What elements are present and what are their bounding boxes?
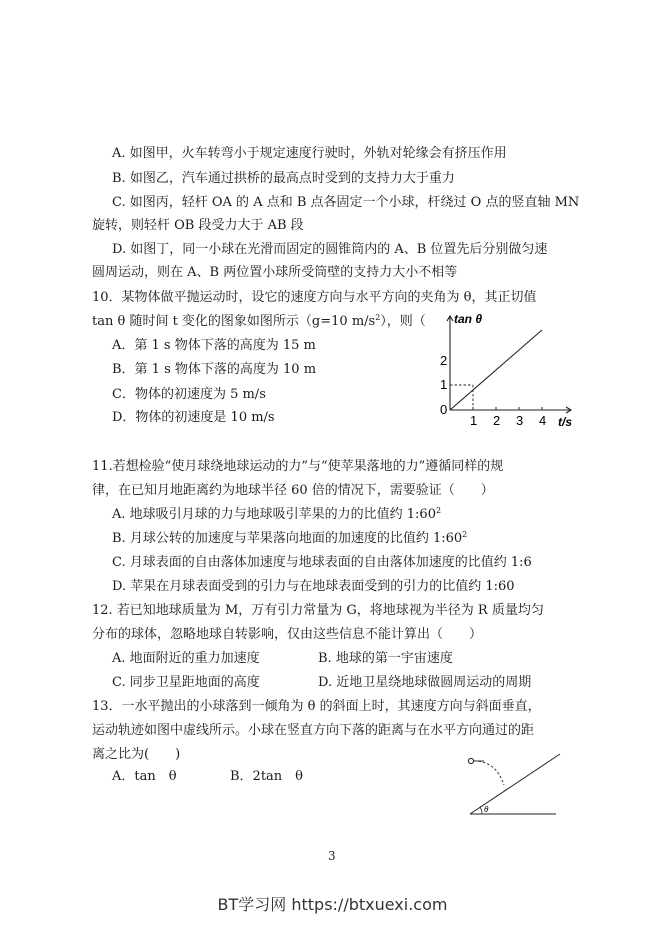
graph-x-tick-label-1: 1	[470, 413, 478, 428]
graph-x-tick-label-3: 3	[516, 413, 524, 428]
trajectory-dashed-curve	[474, 761, 504, 785]
graph-axes	[447, 316, 571, 413]
q12-option-d: D. 近地卫星绕地球做圆周运动的周期	[318, 675, 532, 690]
q10-stem-line1: 10．某物体做平抛运动时，设它的速度方向与水平方向的夹角为 θ，其正切值	[92, 290, 537, 305]
q11-option-b	[112, 530, 467, 548]
q11-option-b-text: B. 月球公转的加速度与苹果落向地面的加速度的比值约 1:60	[112, 531, 463, 546]
q10-stem-line2-text: tan θ 随时间 t 变化的图象如图所示（g=10 m/s	[92, 314, 376, 329]
q10-stem-line2	[92, 313, 426, 331]
q9-option-c-line1: C. 如图丙，轻杆 OA 的 A 点和 B 点各固定一个小球，杆绕过 O 点的竖直轴 MN	[112, 195, 580, 210]
q13-stem-line3: 离之比为( )	[92, 747, 181, 762]
q11-stem-line2: 律，在已知月地距离约为地球半径 60 倍的情况下，需要验证（ ）	[92, 483, 494, 498]
q11-option-b-sup: 2	[462, 530, 468, 539]
q12-stem-line2: 分布的球体，忽略地球自转影响，仅由这些信息不能计算出（ ）	[92, 627, 483, 642]
q9-option-d-line2: 圆周运动，则在 A、B 两位置小球所受筒壁的支持力大小不相等	[92, 265, 458, 280]
graph-y-axis-label: tan θ	[454, 312, 483, 326]
site-footer: BT学习网 https://btxuexi.com	[217, 895, 448, 914]
graph-x-tick-label-4: 4	[539, 413, 547, 428]
q11-option-a-text: A. 地球吸引月球的力与地球吸引苹果的力的比值约 1:60	[112, 507, 436, 522]
q12-option-b: B. 地球的第一宇宙速度	[318, 651, 453, 666]
q11-option-c: C. 月球表面的自由落体加速度与地球表面的自由落体加速度的比值约 1:6	[112, 555, 532, 570]
q13-option-a: A．tan θ	[112, 769, 177, 784]
q11-stem-line1: 11.若想检验“使月球绕地球运动的力”与“使苹果落地的力”遵循同样的规	[92, 459, 504, 474]
graph-dashed-guides	[450, 385, 473, 410]
q9-option-a: A. 如图甲，火车转弯小于规定速度行驶时，外轨对轮缘会有挤压作用	[112, 146, 507, 161]
q11-option-a	[112, 506, 441, 524]
graph-y-tick-label-2: 2	[440, 353, 448, 368]
q10-option-d: D．物体的初速度是 10 m/s	[112, 410, 275, 425]
graph-y-tick-label-1: 1	[440, 377, 448, 392]
q13-stem-line2: 运动轨迹如图中虚线所示。小球在竖直方向下落的距离与在水平方向通过的距	[92, 723, 535, 738]
q10-stem-line2-sup: 2	[375, 313, 381, 322]
ball	[468, 758, 473, 763]
tan-theta-vs-time-graph	[430, 308, 580, 433]
q9-option-c-line2: 旋转，则轻杆 OB 段受力大于 AB 段	[92, 218, 304, 233]
page-number: 3	[328, 849, 336, 863]
q10-option-c: C．物体的初速度为 5 m/s	[112, 387, 266, 402]
q13-stem-line1: 13．一水平抛出的小球落到一倾角为 θ 的斜面上时，其速度方向与斜面垂直，	[92, 699, 541, 714]
angle-arc	[480, 807, 482, 814]
q11-option-a-sup: 2	[435, 506, 442, 515]
graph-data-line	[450, 330, 542, 410]
q12-stem-line1: 12. 若已知地球质量为 M，万有引力常量为 G，将地球视为半径为 R 质量均匀	[92, 603, 544, 618]
q13-option-b: B．2tan θ	[230, 769, 303, 784]
q10-option-b: B．第 1 s 物体下落的高度为 10 m	[112, 362, 317, 377]
q10-stem-line2-end: ），则（	[380, 314, 426, 329]
q11-option-d: D. 苹果在月球表面受到的引力与在地球表面受到的引力的比值约 1:60	[112, 579, 515, 594]
q12-option-c: C. 同步卫星距地面的高度	[112, 675, 260, 690]
graph-x-tick-label-2: 2	[493, 413, 501, 428]
q9-option-b: B. 如图乙，汽车通过拱桥的最高点时受到的支持力大于重力	[112, 171, 455, 186]
graph-origin-label: 0	[440, 402, 448, 417]
incline-projectile-figure	[460, 748, 565, 820]
graph-x-axis-label: t/s	[558, 415, 573, 429]
q9-option-d-line1: D. 如图丁，同一小球在光滑而固定的圆锥筒内的 A、B 位置先后分别做匀速	[112, 242, 548, 257]
angle-theta-label: θ	[484, 805, 489, 814]
q12-option-a: A. 地面附近的重力加速度	[112, 651, 260, 666]
q10-option-a: A．第 1 s 物体下落的高度为 15 m	[112, 338, 316, 353]
